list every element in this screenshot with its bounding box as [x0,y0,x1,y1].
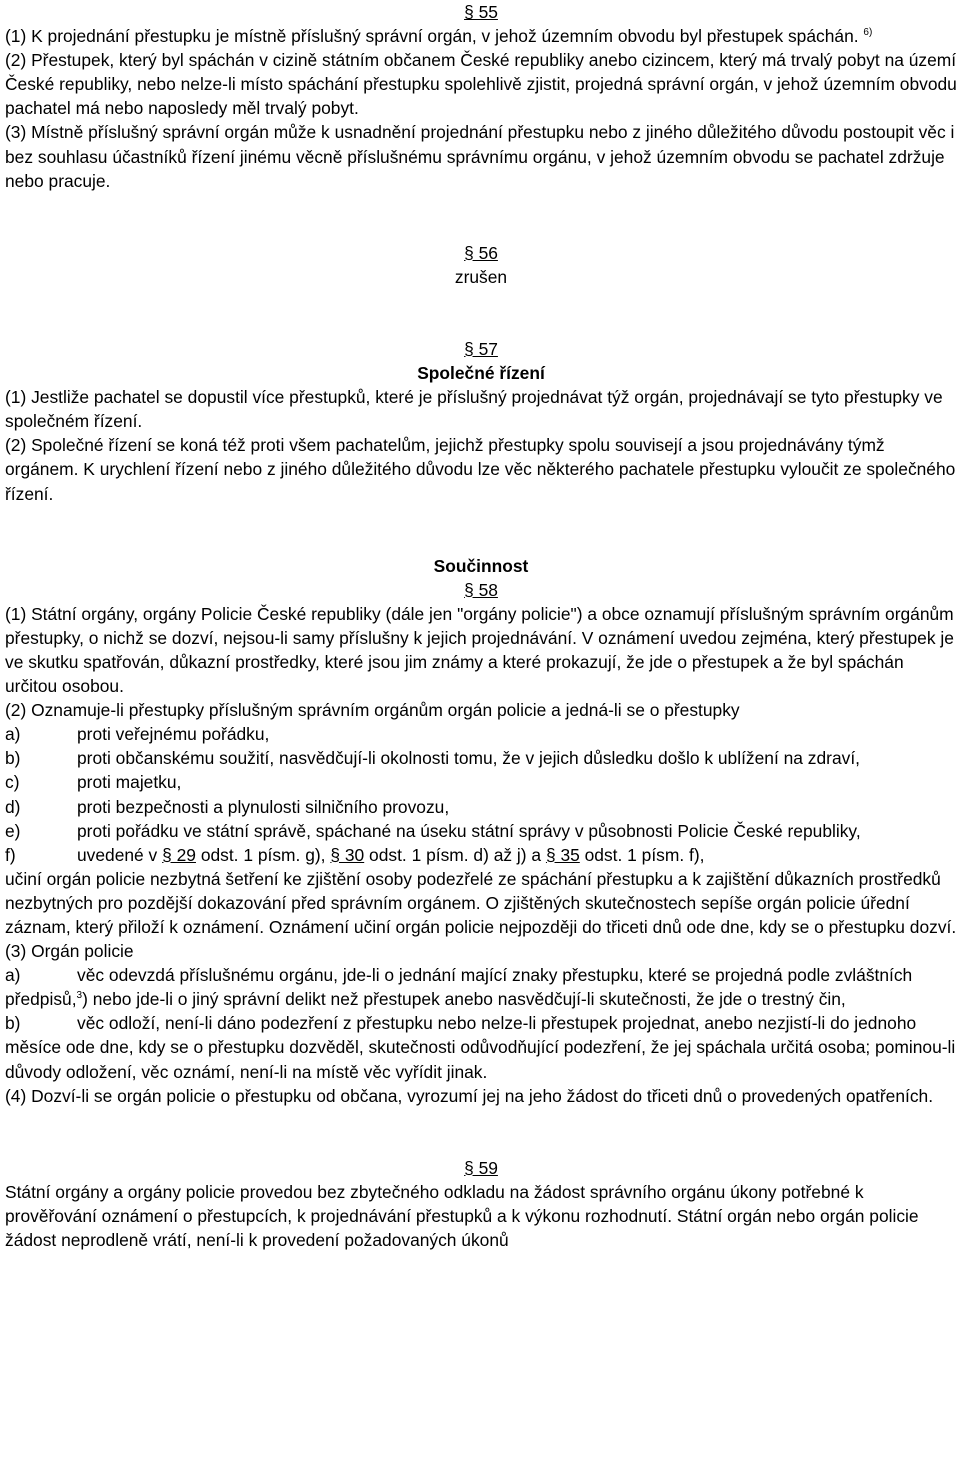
section-58-heading [5,578,957,602]
section-55-paragraph-1 [5,24,957,48]
section-57-title: Společné řízení [417,363,545,384]
section-58-paragraph-3-item-a [5,963,957,1011]
list-text: uvedené v [77,844,158,865]
list-text: odst. 1 písm. d) až j) a [369,844,542,865]
section-heading-text: § 57 [464,338,498,359]
section-55-heading [5,0,957,24]
section-59-paragraph-1: Státní orgány a orgány policie provedou bez zbytečného odkladu na žádost správního orgánu úkony potřebné k prověřování oznámení o přestupcích, k projednávání přestupků a k výkonu rozhodnutí. Státní orgán nebo orgán policie žádost neprodleně vrátí, není-li k provedení požadovaných úkonů [5,1181,919,1251]
paragraph-text: (1) K projednání přestupku je místně příslušný správní orgán, v jehož územním obvodu byl přestupek spáchán. [5,26,859,47]
list-letter: f) [5,844,16,865]
section-57-paragraph-1: (1) Jestliže pachatel se dopustil více přestupků, které je příslušný projednávat týž orgán, projednávají se tyto přestupky ve společném řízení. [5,387,943,432]
section-57-heading [5,337,957,361]
list-letter: b) [5,1013,21,1034]
list-letter: a) [5,724,21,745]
list-letter: c) [5,772,20,793]
list-letter: a) [5,965,21,986]
list-text: proti majetku, [77,772,182,793]
list-text: ) nebo jde-li o jiný správní delikt než přestupek anebo nasvědčují-li skutečnosti, že jde o trestný čin, [82,989,846,1010]
cross-reference-link[interactable]: § 29 [162,844,196,865]
section-56-text: zrušen [454,266,508,287]
cross-reference-link[interactable]: § 35 [545,844,580,865]
section-heading-text: § 56 [464,242,498,263]
section-title-soucinnost: Součinnost [433,555,529,576]
spacer [5,1108,957,1156]
list-item [5,795,957,819]
list-text: proti občanskému soužití, nasvědčují-li okolnosti tomu, že v jejich důsledku došlo k ublížení na zdraví, [77,748,860,769]
list-item [5,819,957,843]
footnote-ref[interactable]: 6) [863,27,873,39]
section-58-list-item-f [5,843,957,867]
list-text: proti veřejnému pořádku, [77,724,270,745]
section-57-paragraph-2: (2) Společné řízení se koná též proti všem pachatelům, jejichž přestupky spolu souvisejí a jsou projednávány týmž orgánem. K urychlení řízení nebo z jiného důležitého důvodu lze věc některého pachatele přestupku vyloučit ze společného řízení. [5,435,956,504]
section-58-paragraph-2-rest: učiní orgán policie nezbytná šetření ke zjištění osoby podezřelé ze spáchání přestupku a k zajištění důkazních prostředků nezbytných pro pozdější dokazování před správním orgánem. O zjištěných skutečnostech sepíše orgán policie úřední záznam, který přiloží k oznámení. Oznámení učiní orgán policie nejpozději do třiceti dnů ode dne, kdy se o přestupku dozví. [5,868,957,937]
list-letter: d) [5,796,21,817]
section-56-heading [5,241,957,265]
section-58-paragraph-3-item-b [5,1011,957,1083]
list-letter: b) [5,748,21,769]
list-text: odst. 1 písm. f), [584,844,705,865]
footnote-ref[interactable]: 3 [76,990,83,1002]
list-letter: e) [5,820,21,841]
list-text: proti pořádku ve státní správě, spáchané na úseku státní správy v působnosti Policie České republiky, [77,820,861,841]
section-heading-text: § 58 [464,579,498,600]
list-item [5,746,957,770]
section-59-heading [5,1156,957,1180]
section-58-paragraph-3-intro: (3) Orgán policie [5,941,134,962]
section-58-list [5,722,957,842]
list-text: věc odevzdá příslušnému orgánu, jde-li o jednání mající znaky přestupku, které se projedná podle zvláštních předpisů, [5,965,913,1010]
spacer [5,506,957,554]
list-item [5,722,957,746]
section-58-paragraph-2-intro: (2) Oznamuje-li přestupky příslušným správním orgánům orgán policie a jedná-li se o přestupky [5,700,740,721]
list-text: odst. 1 písm. g), [200,844,326,865]
document-page [5,0,957,1462]
section-heading-text: § 59 [464,1157,498,1178]
section-58-paragraph-1: (1) Státní orgány, orgány Policie České republiky (dále jen "orgány policie") a obce oznamují příslušným správním orgánům přestupky, o nichž se dozví, nejsou-li samy příslušny k jejich projednávání. V oznámení uvedou zejména, který přestupek je ve skutku spatřován, důkazní prostředky, které jsou jim známy a které prokazují, že jde o přestupek a že byl spáchán určitou osobou. [5,603,954,697]
cross-reference-link[interactable]: § 30 [330,844,365,865]
list-item [5,770,957,794]
section-55-paragraph-3: (3) Místně příslušný správní orgán může k usnadnění projednání přestupku nebo z jiného důležitého důvodu postoupit věc i bez souhlasu účastníků řízení jinému věcně příslušnému správnímu orgánu, v jehož územním obvodu se pachatel zdržuje nebo pracuje. [5,122,955,191]
section-58-paragraph-4: (4) Dozví-li se orgán policie o přestupku od občana, vyrozumí jej na jeho žádost do třiceti dnů o provedených opatřeních. [5,1085,934,1106]
section-heading-text: § 55 [464,2,498,22]
list-text: věc odloží, není-li dáno podezření z přestupku nebo nelze-li přestupek projednat, anebo nezjistí-li do jednoho měsíce ode dne, kdy se o přestupku dozvěděl, skutečnosti odůvodňující podezření, že jej spáchala určitá osoba; pominou-li důvody odložení, věc oznámí, není-li na místě věc vyřídit jinak. [5,1013,956,1082]
list-text: proti bezpečnosti a plynulosti silničního provozu, [77,796,450,817]
spacer [5,289,957,337]
section-55-paragraph-2: (2) Přestupek, který byl spáchán v cizině státním občanem České republiky anebo cizincem, který má trvalý pobyt na území České republiky, nebo nelze-li místo spáchání přestupku spolehlivě zjistit, projedná správní orgán, v jehož územním obvodu pachatel má nebo naposledy měl trvalý pobyt. [5,50,957,119]
spacer [5,193,957,241]
